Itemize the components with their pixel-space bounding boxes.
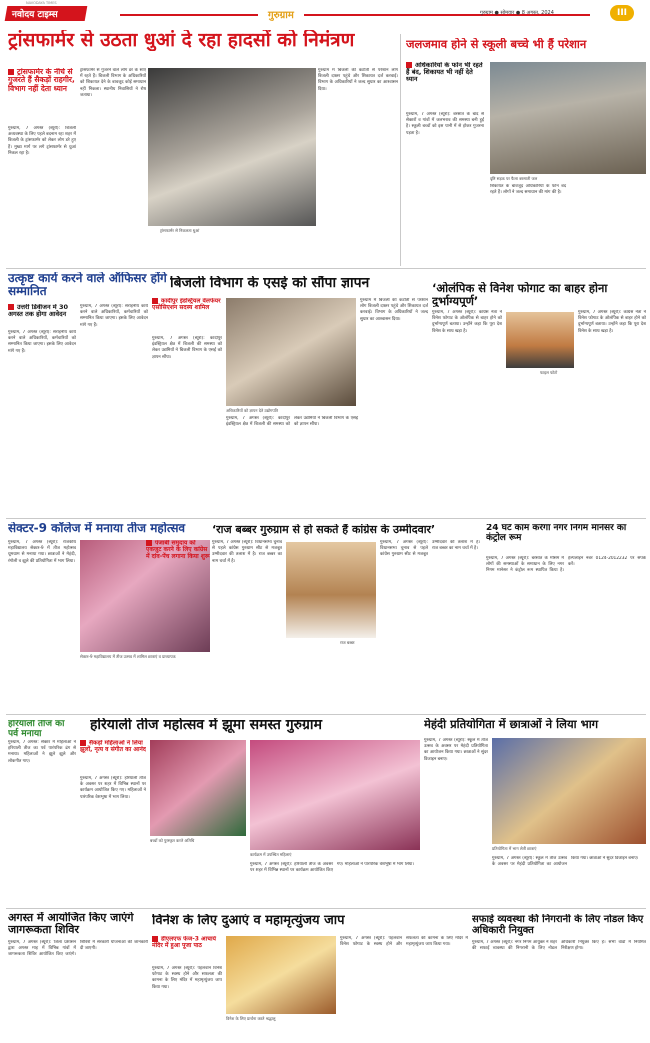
h-rule-1 [6,268,646,269]
date-line: गुरुग्राम ● सोमवार ● 8 अगस्त, 2024 [480,10,554,16]
raj-headline [212,524,472,536]
mid-col-text: गुरुग्राम में बिजली की कटौती से परेशान लोग बिजली दफ्तर पहुंचे और शिकायत दर्ज करवाई। विभाग के अधिकारियों ने जल्द सुधार का आश्वासन दिया। [318,68,398,92]
waterlog-photo [490,62,646,174]
safai-p1: गुरुग्राम, 7 अगस्त (ब्यूरो): नगर निगम आयुक्त ने शहर की सफाई व्यवस्था की निगरानी के लिए नोडल अधिकारी नियुक्त किए हैं। सभी वार्डों में नियमित निरीक्षण होगा। [472,940,646,952]
hariyali-p1: गुरुग्राम, 7 अगस्त (ब्यूरो): हरियाली तीज के अवसर पर शहर में विभिन्न स्थानों पर कार्यक्रम आयोजित किए गए। महिलाओं ने पारंपरिक वेशभूषा में भाग लिया। [80,776,146,800]
olympic-photo [506,312,574,368]
hariyali-photo2 [250,740,420,850]
masthead [0,0,650,26]
waterlog-sub-text: अधिकारियों के फोन भी रहते हैं बंद, शिकायत भी नहीं देते ध्यान [406,62,483,84]
waterlog-p2: शिकायत के बावजूद अधिकारियों के फोन बंद रहते हैं। लोगों ने जल्द समाधान की मांग की है। [490,184,566,196]
hariyali-caption2: कार्यक्रम में उपस्थित महिलाएं [250,852,292,857]
vinesh-headline [152,914,468,928]
brand-name: नवोदय टाइम्स [12,10,58,20]
uttkrisht-p1: गुरुग्राम, 7 अगस्त (ब्यूरो): सराहनीय कार्य करने वाले अधिकारियों, कर्मचारियों को सम्मानित किया जाएगा। इसके लिए आवेदन मांगे गए हैं। [8,330,76,354]
raj-photo [286,542,376,638]
olympic-headline [432,282,646,307]
bijli-headline-text: बिजली विभाग के एसई को सौंपा ज्ञापन [170,276,370,291]
uttkrisht-side-text: उत्तरी डिवीजन में 30 अगस्त तक होगा आवेदन [8,304,69,319]
hariyali-headline-text: हरियाली तीज महोत्सव में झूमा समस्त गुरुग्राम [90,718,322,733]
teej1-p1: गुरुग्राम, 7 अगस्त (ब्यूरो): राजकीय महाविद्यालय सेक्टर-9 में तीज महोत्सव धूमधाम से मनाया गया। छात्राओं ने मेहंदी, रंगोली व झूले की प्रतियोगिता में भाग लिया। [8,540,76,564]
mehndi-caption: प्रतियोगिता में भाग लेती छात्राएं [492,846,537,851]
mehndi-headline [424,718,646,731]
uttkrisht-p2: गुरुग्राम, 7 अगस्त (ब्यूरो): सराहनीय कार्य करने वाले अधिकारियों, कर्मचारियों को सम्मानित किया जाएगा। इसके लिए आवेदन मांगे गए हैं। [80,304,148,328]
control-p1: गुरुग्राम, 7 अगस्त (ब्यूरो): बरसात के मौसम में लोगों की समस्याओं के समाधान के लिए नगर निगम मानेसर ने कंट्रोल रूम स्थापित किया है। हेल्पलाइन नंबर 0124-2012232 पर संपर्क करें। [486,556,646,574]
teej1-headline-text: सेक्टर-9 कॉलेज में मनाया तीज महोत्सव [8,522,186,535]
vinesh-headline-text: विनेश के लिए दुआएं व महामृत्युंजय जाप [152,914,345,928]
divider [400,34,401,266]
control-headline [486,524,646,544]
control-headline-text: 24 घंटे काम करेगा नगर निगम मानेसर का कंट्रोल रूम [486,524,627,543]
teej1-headline [8,522,208,535]
waterlog-sub [406,62,484,83]
raj-box [146,540,210,560]
bijli-headline [170,276,430,291]
uttkrisht-headline [8,272,168,298]
safai-headline-text: सफाई व्यवस्था की निगरानी के लिए नोडल किए अधिकारी नियुक्त [472,914,644,936]
lead-subheadline [8,68,76,93]
lead-sub-text: ट्रांसफार्मर के नीचे से गुजरते हैं सैकड़ों राहगीर, विभाग नहीं देता ध्यान [8,68,75,93]
waterlog-caption: दृष्टि सड़क पर फैला बरसाती जल [490,176,538,181]
lead-p1: गुरुग्राम, 7 अगस्त (ब्यूरो): बिजली अव्यवस्था के लिए पहले बदनाम रहा शहर में बिजली के ट्रांसफार्मर को लेकर लोग डरे हुए हैं। मुख्य मार्ग पर लगे ट्रांसफार्मर से धुआं निकल रहा है। [8,126,76,156]
olympic-p2: गुरुग्राम, 7 अगस्त (ब्यूरो): कांग्रेस नेता ने विनेश फोगाट के ओलंपिक से बाहर होने को दुर्भाग्यपूर्ण बताया। उन्होंने कहा कि पूरा देश विनेश के साथ खड़ा है। [578,310,646,334]
h-rule-4 [6,908,646,909]
mehndi-p1: गुरुग्राम, 7 अगस्त (ब्यूरो): स्कूल में तीज उत्सव के अवसर पर मेहंदी प्रतियोगिता का आयोजन किया गया। छात्राओं ने सुंदर डिजाइन बनाए। [424,738,488,762]
raj-caption: राज बब्बर [340,640,355,645]
hariyali-small-p1: गुरुग्राम, 7 अगस्त: सेक्टर में महिलाओं ने हरियाली तीज का पर्व पारंपरिक ढंग से मनाया। महिलाओं ने झूले झूले और लोकगीत गाए। [8,740,76,764]
bijli-p3: गुरुग्राम में बिजली की कटौती से परेशान लोग बिजली दफ्तर पहुंचे और शिकायत दर्ज करवाई। विभाग के अधिकारियों ने जल्द सुधार का आश्वासन दिया। [360,298,428,322]
page-number [610,5,634,21]
olympic-headline-text: ‘ओलंपिक से विनेश फोगाट का बाहर होना दुर्भाग्यपूर्ण’ [432,282,608,308]
teej1-caption: सेक्टर-9 महाविद्यालय में तीज उत्सव में शामिल छात्राएं व प्राध्यापक [80,654,176,659]
waterlog-headline-text: जलजमाव होने से स्कूली बच्चे भी हैं परेशान [406,38,587,51]
masthead-small: NAVODAYA TIMES [26,1,57,5]
uttkrisht-headline-text: उत्कृष्ट कार्य करने वाले ऑफिसर होंगे सम्मानित [8,272,167,299]
waterlog-headline [406,38,646,51]
uttkrisht-side [8,304,76,318]
vinesh-box-text: डीएलएफ फेज-3 आचार्य मंदिर में हुआ पूजा पाठ [152,936,216,950]
jagruk-headline [8,912,148,936]
section-name: गुरुग्राम [258,7,304,21]
h-rule-3 [6,714,646,715]
hariyali-headline [90,718,420,733]
lead-p2: ट्रांसफार्मर से गुजरने वाले लोग डर के साए में रहते हैं। बिजली विभाग के अधिकारियों को शिकायत देने के बावजूद कोई समाधान नहीं निकला। स्थानीय निवासियों ने रोष जताया। [80,68,146,98]
raj-headline-text: ‘राज बब्बर गुरुग्राम से हो सकते हैं कांग्रेस के उम्मीदवार’ [212,524,436,536]
bijli-box-text: कादीपुर इंडस्ट्रियल वेलफेयर एसोसिएशन सदस्य शामिल [152,298,221,312]
hariyali-small-headline [8,720,76,740]
safai-headline [472,914,646,936]
vinesh-photo [226,936,336,1014]
vinesh-box [152,936,222,950]
mehndi-headline-text: मेहंदी प्रतियोगिता में छात्राओं ने लिया भाग [424,718,599,731]
hariyali-photo1 [150,740,246,836]
hariyali-p2: गुरुग्राम, 7 अगस्त (ब्यूरो): हरियाली तीज के अवसर पर शहर में विभिन्न स्थानों पर कार्यक्रम आयोजित किए गए। महिलाओं ने पारंपरिक वेशभूषा में भाग लिया। [250,862,414,874]
bijli-box [152,298,222,312]
h-rule-2 [6,518,646,519]
hariyali-caption1: बच्चों को पुरस्कृत करते अतिथि [150,838,195,843]
lead-photo-caption: ट्रांसफार्मर से निकलता धुआं [160,228,200,233]
jagruk-p1: गुरुग्राम, 7 अगस्त (ब्यूरो): जिला प्रशासन द्वारा अगस्त माह में विभिन्न गांवों में जागरूकता शिविर आयोजित किए जाएंगे। शिविरों में सरकारी योजनाओं की जानकारी दी जाएगी। [8,940,148,958]
bijli-p2: गुरुग्राम, 7 अगस्त (ब्यूरो): कादीपुर इंडस्ट्रियल क्षेत्र में बिजली की समस्या को लेकर उद्यमियों ने बिजली विभाग के एसई को ज्ञापन सौंपा। [226,416,358,428]
lead-headline: ट्रांसफार्मर से उठता धुआं दे रहा हादसों को निमंत्रण [8,30,355,51]
bijli-photo [226,298,356,406]
olympic-caption: फाइल फोटो [540,370,558,375]
vinesh-caption: विनेश के लिए प्रार्थना करते श्रद्धालु [226,1016,276,1021]
mehndi-p2: गुरुग्राम, 7 अगस्त (ब्यूरो): स्कूल में तीज उत्सव के अवसर पर मेहंदी प्रतियोगिता का आयोजन किया गया। छात्राओं ने सुंदर डिजाइन बनाए। [492,856,639,868]
hariyali-small-text: हरियाली तीज का पर्व मनाया [8,720,65,739]
bijli-p1: गुरुग्राम, 7 अगस्त (ब्यूरो): कादीपुर इंडस्ट्रियल क्षेत्र में बिजली की समस्या को लेकर उद्यमियों ने बिजली विभाग के एसई को ज्ञापन सौंपा। [152,336,222,360]
lead-photo [148,68,316,226]
raj-p1: गुरुग्राम, 7 अगस्त (ब्यूरो): विधानसभा चुनाव से पहले कांग्रेस गुरुग्राम सीट से मजबूत उम्मीदवार की तलाश में है। राज बब्बर का नाम चर्चा में है। [212,540,282,564]
raj-p2: गुरुग्राम, 7 अगस्त (ब्यूरो): विधानसभा चुनाव से पहले कांग्रेस गुरुग्राम सीट से मजबूत उम्मीदवार की तलाश में है। राज बब्बर का नाम चर्चा में है। [380,540,480,558]
hariyali-box-text: सैकड़ों महिलाओं ने लिया झूलों, नृत्य व संगीत का आनंद [80,740,146,754]
vinesh-p1: गुरुग्राम, 7 अगस्त (ब्यूरो): पहलवान विनेश फोगाट के स्वस्थ होने और सफलता की कामना के लिए मंदिर में महामृत्युंजय जाप किया गया। [152,966,222,990]
waterlog-p1: गुरुग्राम, 7 अगस्त (ब्यूरो): बरसात के बाद से सेक्टरों व गांवों में जलभराव की समस्या बनी हुई है। स्कूली बच्चों को इस पानी में से होकर गुजरना पड़ता है। [406,112,484,136]
mehndi-photo [492,738,646,844]
jagruk-headline-text: अगस्त में आयोजित किए जाएंगे जागरूकता शिविर [8,912,134,937]
olympic-p1: गुरुग्राम, 7 अगस्त (ब्यूरो): कांग्रेस नेता ने विनेश फोगाट के ओलंपिक से बाहर होने को दुर्भाग्यपूर्ण बताया। उन्होंने कहा कि पूरा देश विनेश के साथ खड़ा है। [432,310,502,334]
bijli-caption: अधिकारियों को ज्ञापन देते उद्योगपति [226,408,278,413]
page-number-text: III [616,8,628,18]
hariyali-box [80,740,146,754]
vinesh-p2: गुरुग्राम, 7 अगस्त (ब्यूरो): पहलवान विनेश फोगाट के स्वस्थ होने और सफलता की कामना के लिए मंदिर में महामृत्युंजय जाप किया गया। [340,936,468,948]
raj-box-text: पंजाबी समुदाय को एकजुट करने के लिए कांग्रेस में दांव-पेंच लगाना किया शुरू [146,540,210,560]
